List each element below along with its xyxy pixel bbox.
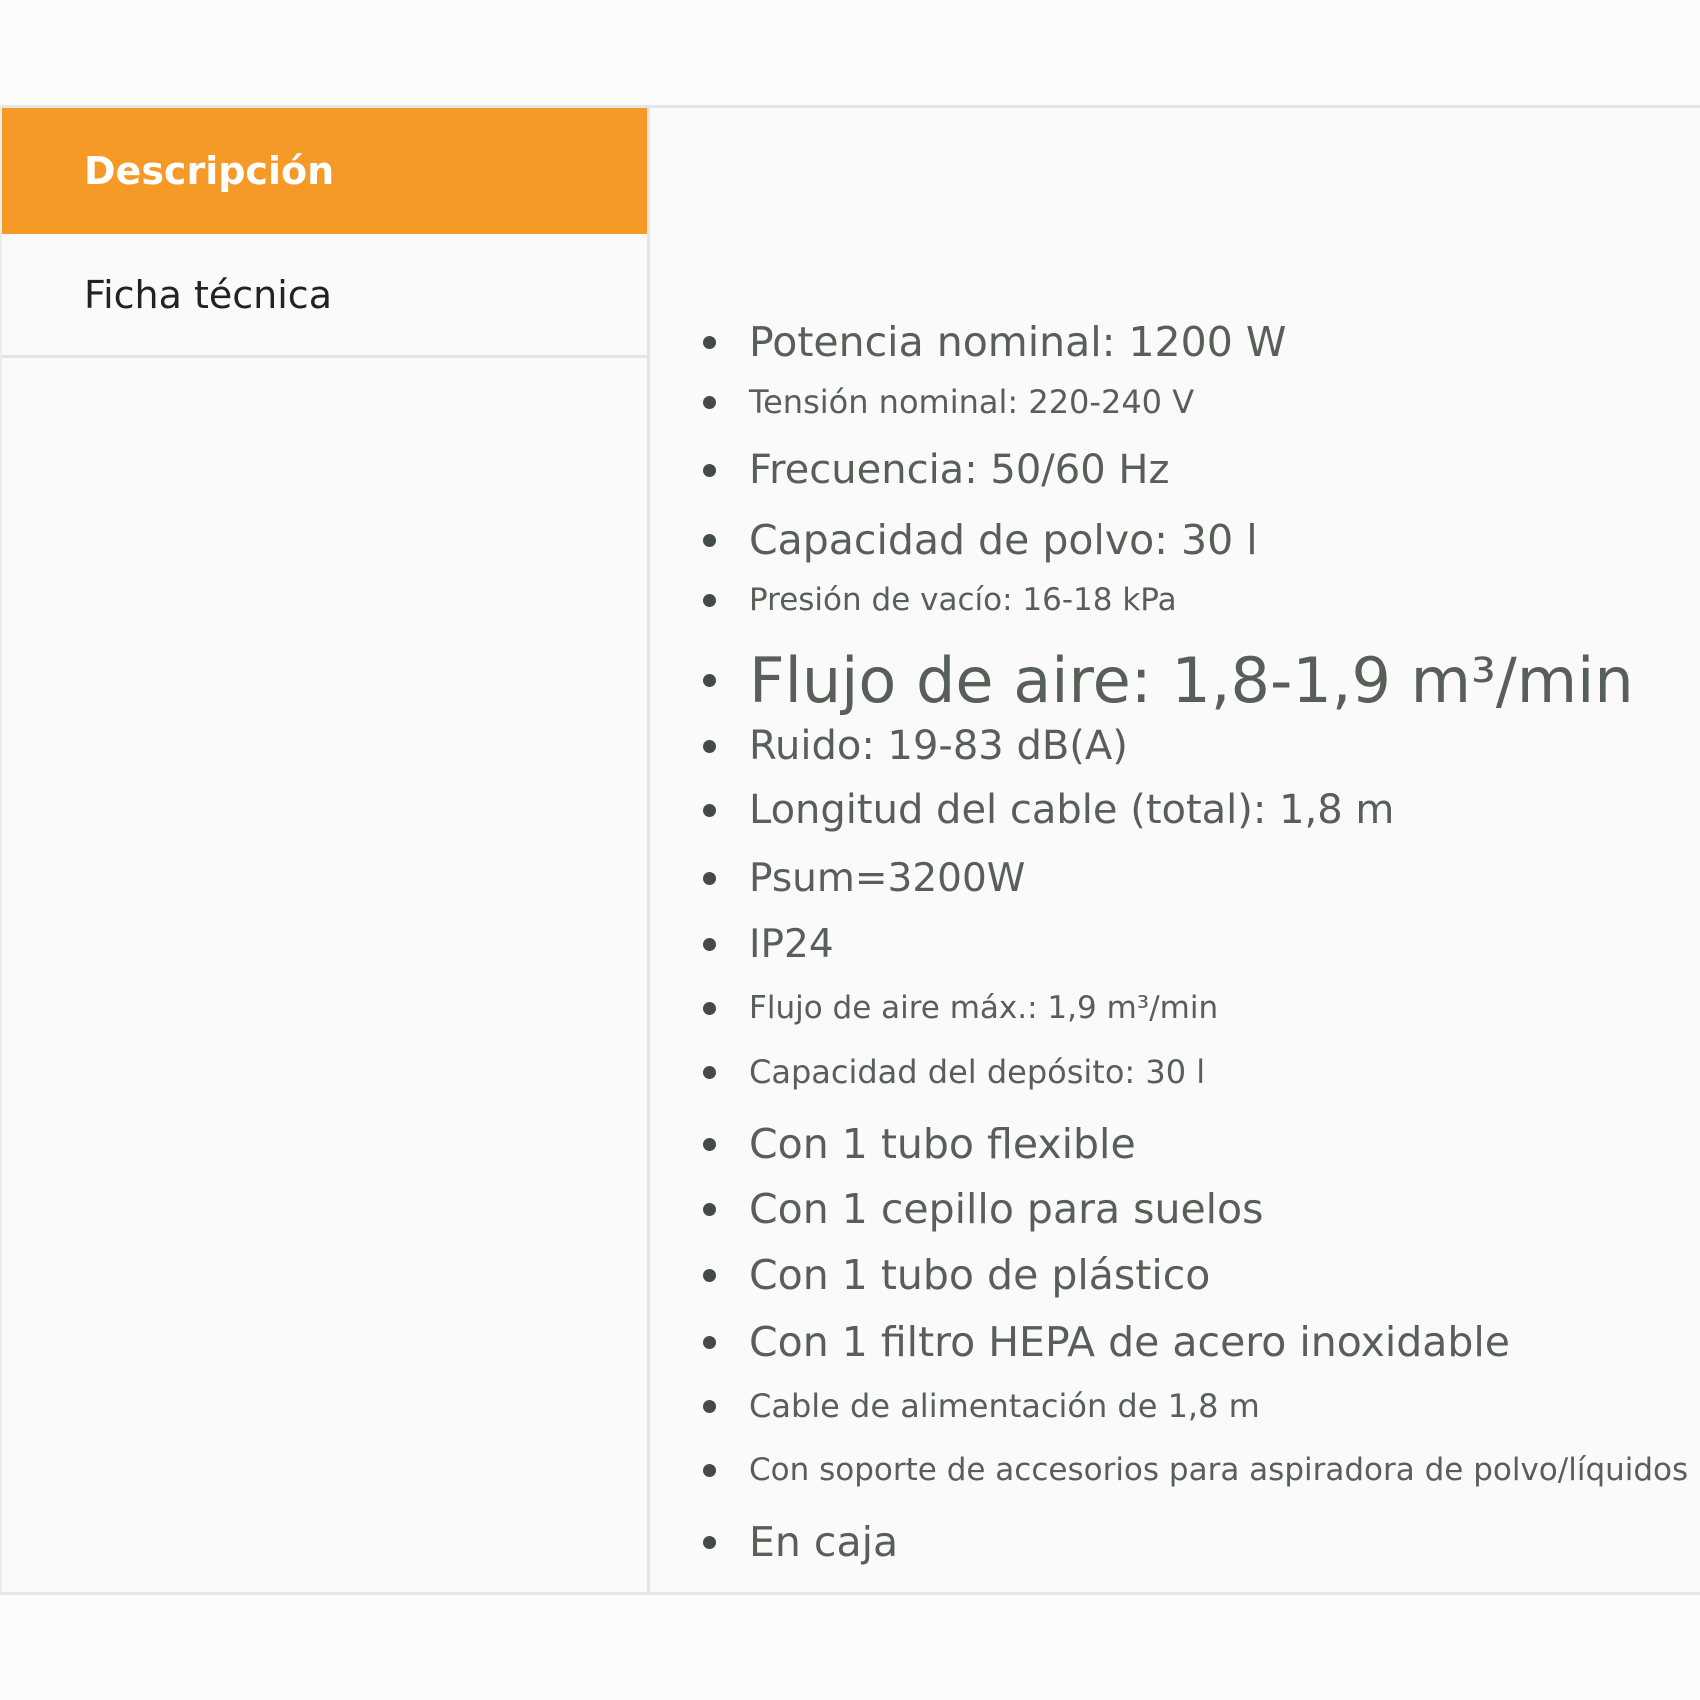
tab-ficha-tecnica[interactable] (2, 234, 647, 358)
bullet-icon (703, 464, 716, 477)
bullet-icon (703, 396, 716, 409)
spec-text: Ruido: 19-83 dB(A) (749, 723, 1128, 769)
bullet-icon (703, 1138, 716, 1151)
bullet-icon (703, 534, 716, 547)
spec-text: Longitud del cable (total): 1,8 m (749, 787, 1395, 833)
bullet-icon (703, 1400, 716, 1413)
spec-text: Flujo de aire máx.: 1,9 m³/min (749, 990, 1219, 1026)
spec-text: Con 1 filtro HEPA de acero inoxidable (749, 1318, 1511, 1366)
spec-text: Capacidad de polvo: 30 l (749, 516, 1258, 564)
spec-text: Psum=3200W (749, 855, 1026, 901)
description-content (652, 108, 1700, 1592)
spec-text: En caja (749, 1518, 899, 1566)
spec-text: Frecuencia: 50/60 Hz (749, 447, 1170, 493)
spec-text: Tensión nominal: 220-240 V (749, 383, 1195, 421)
bullet-icon (703, 804, 716, 817)
tab-sidebar (2, 108, 650, 1592)
tab-descripcion[interactable] (2, 108, 647, 234)
spec-text: Flujo de aire: 1,8-1,9 m³/min (749, 643, 1634, 717)
bullet-icon (703, 1002, 716, 1015)
spec-text: Con 1 tubo flexible (749, 1120, 1136, 1168)
spec-text: Potencia nominal: 1200 W (749, 318, 1287, 366)
bullet-icon (703, 1536, 716, 1549)
tab-descripcion-label: Descripción (84, 149, 335, 193)
tab-ficha-tecnica-label: Ficha técnica (84, 272, 332, 317)
bullet-icon (703, 1066, 716, 1079)
spec-text: Presión de vacío: 16-18 kPa (749, 582, 1177, 618)
bullet-icon (703, 1464, 716, 1477)
bullet-icon (703, 1269, 716, 1282)
product-info-panel (0, 105, 1700, 1595)
bullet-icon (703, 1203, 716, 1216)
bullet-icon (703, 938, 716, 951)
spec-text: Capacidad del depósito: 30 l (749, 1053, 1206, 1091)
spec-text: Con soporte de accesorios para aspiradora de polvo/líquidos (749, 1452, 1689, 1488)
spec-text: IP24 (749, 921, 834, 967)
bullet-icon (703, 1336, 716, 1349)
bullet-icon (703, 674, 716, 687)
spec-text: Cable de alimentación de 1,8 m (749, 1387, 1260, 1425)
spec-text: Con 1 tubo de plástico (749, 1251, 1211, 1299)
bullet-icon (703, 594, 716, 607)
bullet-icon (703, 336, 716, 349)
bullet-icon (703, 740, 716, 753)
bullet-icon (703, 872, 716, 885)
spec-text: Con 1 cepillo para suelos (749, 1185, 1264, 1233)
